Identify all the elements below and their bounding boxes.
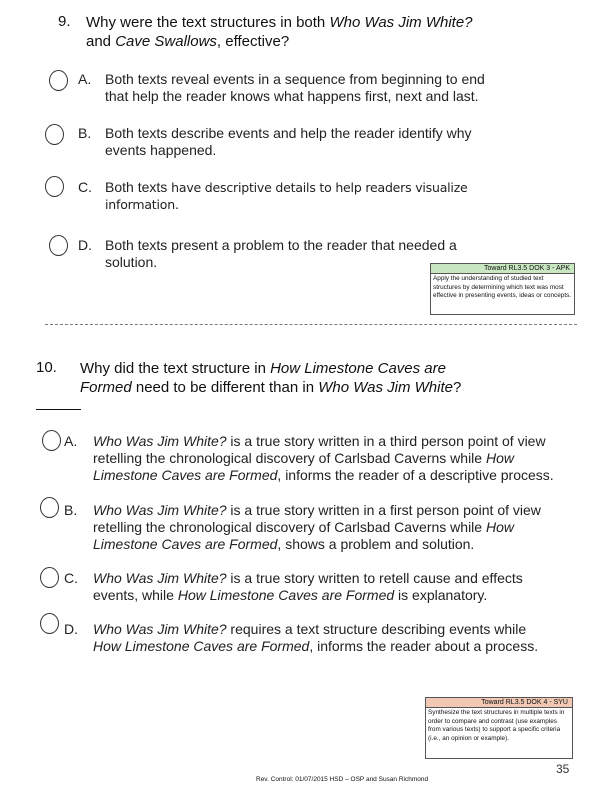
option-letter: B.	[78, 125, 92, 141]
option-text-9a: Both texts reveal events in a sequence from beginning to end that help the reader knows what happens first, next and last.	[105, 71, 485, 104]
answer-bubble-9d[interactable]	[49, 235, 68, 256]
standard-description: Synthesize the text structures in multiple texts in order to compare and contrast (use examples from various texts) to support a specific criteria (i.e., an opinion or example).	[428, 709, 565, 742]
answer-bubble-10b[interactable]	[40, 497, 59, 518]
answer-bubble-10c[interactable]	[40, 567, 59, 588]
question-number: 10.	[36, 359, 57, 376]
page-number: 35	[556, 762, 570, 776]
option-letter: C.	[64, 570, 78, 586]
option-text-9c: Both texts have descriptive details to help readers visualize information.	[105, 179, 468, 212]
answer-bubble-10a[interactable]	[42, 430, 61, 451]
answer-bubble-9a[interactable]	[49, 70, 68, 91]
option-letter: A.	[64, 433, 78, 449]
answer-bubble-9b[interactable]	[45, 124, 64, 145]
option-letter: D.	[78, 237, 92, 253]
section-divider	[45, 324, 577, 325]
standard-header: Toward RL3.5 DOK 3 - APK	[431, 264, 574, 274]
option-text-9d: Both texts present a problem to the reader that needed a solution.	[105, 237, 457, 270]
option-letter: C.	[78, 179, 92, 195]
standard-box-10	[425, 697, 573, 759]
option-text-10b: Who Was Jim White? is a true story written in a first person point of view retelling the chronological discovery of Carlsbad Caverns while How Limestone Caves are Formed, shows a problem and solution.	[93, 502, 541, 552]
option-letter: B.	[64, 502, 78, 518]
option-text-9b: Both texts describe events and help the reader identify why events happened.	[105, 125, 472, 158]
option-text-10c: Who Was Jim White? is a true story written to retell cause and effects events, while How Limestone Caves are Formed is explanatory.	[93, 570, 523, 603]
revision-control: Rev. Control: 01/07/2015 HSD – OSP and Susan Richmond	[256, 776, 429, 783]
option-text-10a: Who Was Jim White? is a true story written in a third person point of view retelling the chronological discovery of Carlsbad Caverns while How Limestone Caves are Formed, informs the reader of a descriptive process.	[93, 433, 554, 483]
answer-blank-line	[36, 409, 81, 410]
question-prompt: Why were the text structures in both Who Was Jim White? and Cave Swallows, effective?	[86, 14, 473, 50]
option-letter: A.	[78, 71, 92, 87]
answer-bubble-9c[interactable]	[45, 176, 64, 197]
option-text-10d: Who Was Jim White? requires a text structure describing events while How Limestone Caves are Formed, informs the reader about a process.	[93, 621, 539, 654]
standard-box-9	[430, 263, 575, 315]
option-letter: D.	[64, 621, 78, 637]
standard-description: Apply the understanding of studied text structures by determining which text was most effective in presenting events, ideas or concepts.	[433, 275, 572, 300]
question-number: 9.	[58, 13, 71, 30]
standard-header: Toward RL3.5 DOK 4 - SYU	[426, 698, 572, 708]
answer-bubble-10d[interactable]	[40, 613, 59, 634]
question-prompt: Why did the text structure in How Limestone Caves are Formed need to be different than in Who Was Jim White?	[80, 360, 462, 396]
